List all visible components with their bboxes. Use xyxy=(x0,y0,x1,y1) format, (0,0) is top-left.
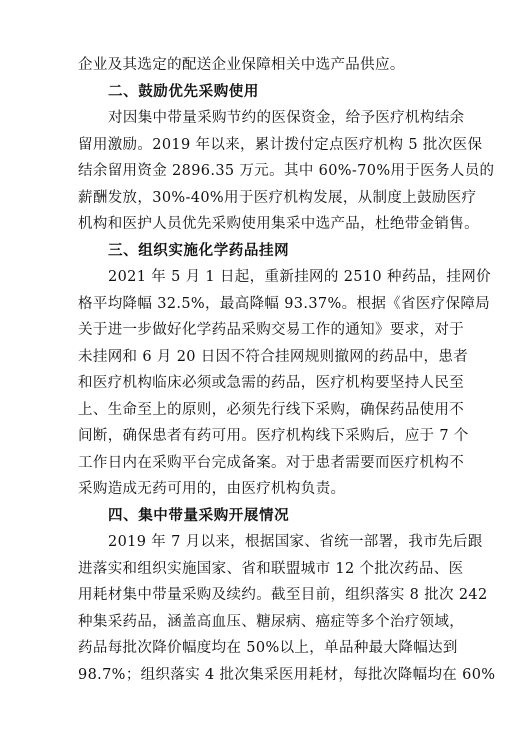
body-line: 药品每批次降价幅度均在 50%以上，单品种最大降幅达到 xyxy=(78,640,458,656)
section-heading-3: 三、组织实施化学药品挂网 xyxy=(108,242,290,259)
body-line: 进落实和组织实施国家、省和联盟城市 12 个批次药品、医 xyxy=(78,560,464,577)
body-line: 种集采药品，涵盖高血压、糖尿病、癌症等多个治疗领域， xyxy=(78,613,465,630)
body-line: 和医疗机构临床必须或急需的药品，医疗机构要坚持人民至 xyxy=(78,375,465,391)
document-body xyxy=(78,52,496,688)
body-line: 上、生命至上的原则，必须先行线下采购，确保药品使用不 xyxy=(78,401,465,418)
body-line: 未挂网和 6 月 20 日因不符合挂网规则撤网的药品中，患者 xyxy=(78,348,469,365)
body-line: 机构和医护人员优先采购使用集采中选产品，杜绝带金销售。 xyxy=(78,216,479,232)
body-line: 格平均降幅 32.5%，最高降幅 93.37%。根据《省医疗保障局 xyxy=(78,295,491,312)
section-heading-2: 二、鼓励优先采购使用 xyxy=(108,83,259,100)
body-line: 98.7%；组织落实 4 批次集采医用耗材，每批次降幅均在 60% xyxy=(78,666,496,683)
section-heading-4: 四、集中带量采购开展情况 xyxy=(108,507,290,524)
body-line: 留用激励。2019 年以来，累计拨付定点医疗机构 5 批次医保 xyxy=(78,136,483,153)
body-line: 企业及其选定的配送企业保障相关中选产品供应。 xyxy=(78,57,405,73)
body-line: 工作日内在采购平台完成备案。对于患者需要而医疗机构不 xyxy=(78,454,465,471)
body-line: 间断，确保患者有药可用。医疗机构线下采购后，应于 7 个 xyxy=(78,428,469,444)
body-line: 2019 年 7 月以来，根据国家、省统一部署，我市先后跟 xyxy=(108,534,483,550)
body-line: 薪酬发放，30%-40%用于医疗机构发展，从制度上鼓励医疗 xyxy=(78,189,477,206)
body-line: 用耗材集中带量采购及续约。截至目前，组织落实 8 批次 242 xyxy=(78,587,488,603)
body-line: 采购造成无药可用的，由医疗机构负责。 xyxy=(78,481,346,497)
body-line: 对因集中带量采购节约的医保资金，给予医疗机构结余 xyxy=(108,110,465,126)
body-line: 关于进一步做好化学药品采购交易工作的通知》要求，对于 xyxy=(78,322,465,338)
body-line: 2021 年 5 月 1 日起，重新挂网的 2510 种药品，挂网价 xyxy=(108,269,491,285)
body-line: 结余留用资金 2896.35 万元。其中 60%-70%用于医务人员的 xyxy=(78,163,495,179)
